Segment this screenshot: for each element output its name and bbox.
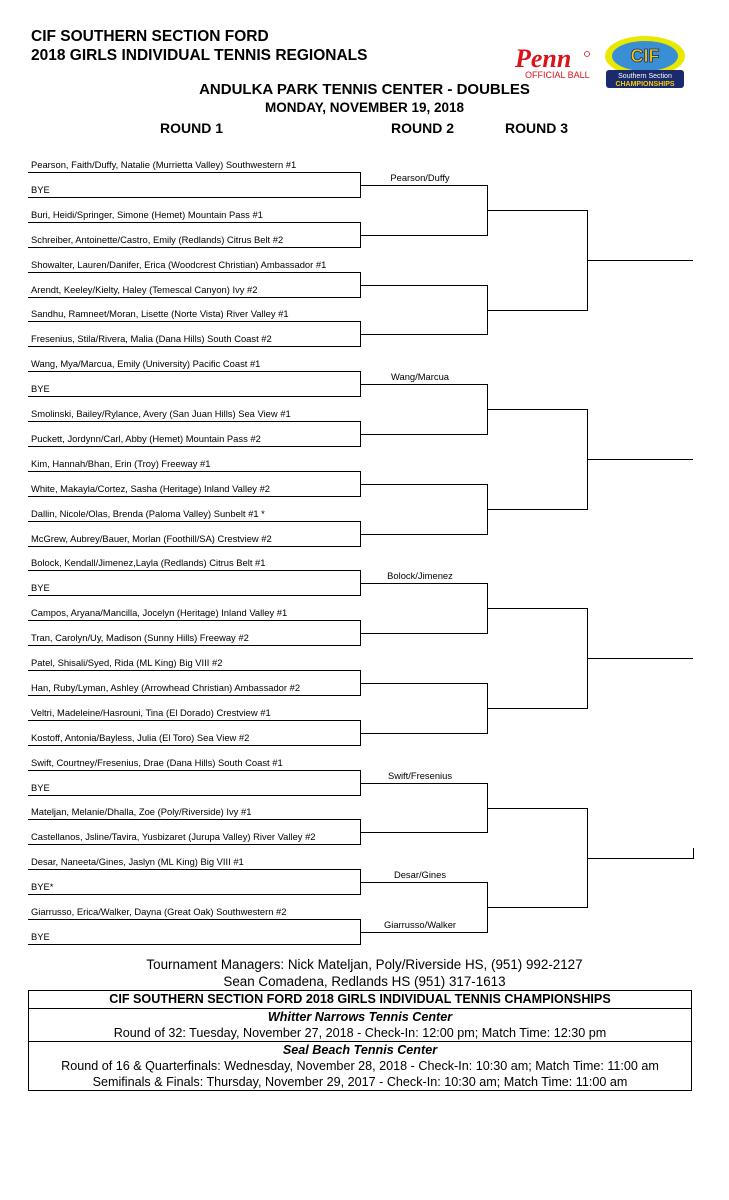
- cif-championships-logo: [600, 34, 690, 90]
- entry-line: [28, 297, 360, 298]
- entry-name: Tran, Carolyn/Uy, Madison (Sunny Hills) Freeway #2: [31, 632, 249, 643]
- round2-line: [360, 235, 487, 236]
- venue-title: ANDULKA PARK TENNIS CENTER - DOUBLES: [199, 81, 530, 98]
- entry-line: [28, 321, 360, 322]
- venue1-block: [29, 1009, 691, 1042]
- entry-line: [28, 172, 360, 173]
- entry-name: Mateljan, Melanie/Dhalla, Zoe (Poly/Riverside) Ivy #1: [31, 806, 252, 817]
- round2-line: [360, 733, 487, 734]
- round2-line: [360, 932, 487, 933]
- venue2-name: Seal Beach Tennis Center: [282, 1043, 438, 1057]
- round2-line: [360, 484, 487, 485]
- entry-line: [28, 869, 360, 870]
- round-2-header: ROUND 2: [391, 120, 455, 136]
- championships-title: CIF SOUTHERN SECTION FORD 2018 GIRLS INDIVIDUAL TENNIS CHAMPIONSHIPS: [29, 991, 691, 1009]
- round4-line: [587, 858, 693, 859]
- entry-line: [28, 521, 360, 522]
- entry-name: Kostoff, Antonia/Bayless, Julia (El Toro) Sea View #2: [31, 732, 250, 743]
- venue2-detail-1: Round of 16 & Quarterfinals: Wednesday, November 28, 2018 - Check-In: 10:30 am; Match Time: 11:00 am: [61, 1059, 659, 1073]
- entry-name: McGrew, Aubrey/Bauer, Morlan (Foothill/SA) Crestview #2: [31, 533, 272, 544]
- round-3-header: ROUND 3: [505, 120, 569, 136]
- entry-line: [28, 670, 360, 671]
- entry-name: Veltri, Madeleine/Hasrouni, Tina (El Dorado) Crestview #1: [31, 707, 271, 718]
- round4-line: [587, 658, 693, 659]
- entry-name: Kim, Hannah/Bhan, Erin (Troy) Freeway #1: [31, 458, 211, 469]
- entry-name: Dallin, Nicole/Olas, Brenda (Paloma Valley) Sunbelt #1 *: [31, 508, 265, 519]
- entry-name: Schreiber, Antoinette/Castro, Emily (Redlands) Citrus Belt #2: [31, 234, 284, 245]
- penn-logo-text: Penn: [515, 45, 572, 73]
- entry-name: White, Makayla/Cortez, Sasha (Heritage) Inland Valley #2: [31, 483, 270, 494]
- entry-name: Arendt, Keeley/Kielty, Haley (Temescal Canyon) Ivy #2: [31, 284, 258, 295]
- round2-line: [360, 185, 487, 186]
- round3-line: [487, 907, 587, 908]
- entry-line: [28, 844, 360, 845]
- round-1-header: ROUND 1: [160, 120, 224, 136]
- round3-line: [487, 708, 587, 709]
- entry-line: [28, 222, 360, 223]
- round3-line: [487, 608, 587, 609]
- round3-line: [487, 509, 587, 510]
- entry-name: Wang, Mya/Marcua, Emily (University) Pacific Coast #1: [31, 358, 261, 369]
- entry-name: Swift, Courtney/Fresenius, Drae (Dana Hills) South Coast #1: [31, 757, 283, 768]
- entry-line: [28, 346, 360, 347]
- round2-line: [360, 534, 487, 535]
- event-title: CIF SOUTHERN SECTION FORD: [31, 28, 269, 45]
- entry-line: [28, 795, 360, 796]
- entry-line: [28, 197, 360, 198]
- round3-line: [487, 310, 587, 311]
- entry-line: [28, 546, 360, 547]
- entry-line: [28, 770, 360, 771]
- entry-line: [28, 620, 360, 621]
- event-subtitle: 2018 GIRLS INDIVIDUAL TENNIS REGIONALS: [31, 47, 368, 64]
- entry-line: [28, 471, 360, 472]
- round2-winner: Pearson/Duffy: [390, 172, 450, 183]
- round2-winner: Swift/Fresenius: [387, 770, 453, 781]
- entry-line: [28, 272, 360, 273]
- entry-line: [28, 446, 360, 447]
- round2-line: [360, 683, 487, 684]
- round2-line: [360, 633, 487, 634]
- round2-line: [360, 583, 487, 584]
- entry-line: [28, 595, 360, 596]
- entry-line: [28, 247, 360, 248]
- round2-winner: Bolock/Jimenez: [387, 570, 453, 581]
- entry-line: [28, 645, 360, 646]
- round2-winner: Wang/Marcua: [390, 371, 449, 382]
- round2-line: [360, 334, 487, 335]
- entry-name: Buri, Heidi/Springer, Simone (Hemet) Mountain Pass #1: [31, 209, 263, 220]
- entry-name: Smolinski, Bailey/Rylance, Avery (San Juan Hills) Sea View #1: [31, 408, 291, 419]
- entry-line: [28, 421, 360, 422]
- round2-line: [360, 783, 487, 784]
- entry-line: [28, 745, 360, 746]
- round4-line: [587, 260, 693, 261]
- entry-name: Showalter, Lauren/Danifer, Erica (Woodcrest Christian) Ambassador #1: [31, 259, 327, 270]
- entry-line: [28, 695, 360, 696]
- round4-line: [587, 459, 693, 460]
- round2-line: [360, 434, 487, 435]
- entry-name: BYE: [31, 782, 50, 793]
- entry-name: BYE: [31, 383, 50, 394]
- entry-line: [28, 919, 360, 920]
- round3-line: [487, 210, 587, 211]
- entry-line: [28, 894, 360, 895]
- penn-logo-sub: OFFICIAL BALL: [525, 70, 590, 80]
- entry-name: Sandhu, Ramneet/Moran, Lisette (Norte Vista) River Valley #1: [31, 308, 289, 319]
- round2-line: [360, 285, 487, 286]
- venue2-detail-2: Semifinals & Finals: Thursday, November 29, 2017 - Check-In: 10:30 am; Match Time: 11:00 am: [92, 1075, 628, 1089]
- entry-name: Castellanos, Jsline/Tavira, Yusbizaret (Jurupa Valley) River Valley #2: [31, 831, 316, 842]
- entry-line: [28, 371, 360, 372]
- entry-name: Pearson, Faith/Duffy, Natalie (Murrietta Valley) Southwestern #1: [31, 159, 297, 170]
- entry-name: Fresenius, Stila/Rivera, Malia (Dana Hills) South Coast #2: [31, 333, 272, 344]
- entry-line: [28, 570, 360, 571]
- round2-winner: Giarrusso/Walker: [383, 919, 457, 930]
- entry-line: [28, 396, 360, 397]
- cif-logo-sub2: CHAMPIONSHIPS: [615, 81, 675, 88]
- venue1-detail: Round of 32: Tuesday, November 27, 2018 - Check-In: 12:00 pm; Match Time: 12:30 pm: [113, 1026, 607, 1040]
- match-connector: [693, 848, 694, 859]
- entry-name: Puckett, Jordynn/Carl, Abby (Hemet) Mountain Pass #2: [31, 433, 261, 444]
- entry-name: BYE: [31, 184, 50, 195]
- entry-name: Campos, Aryana/Mancilla, Jocelyn (Heritage) Inland Valley #1: [31, 607, 288, 618]
- entry-name: Patel, Shisali/Syed, Rida (ML King) Big VIII #2: [31, 657, 223, 668]
- round2-line: [360, 384, 487, 385]
- event-date: MONDAY, NOVEMBER 19, 2018: [264, 100, 465, 115]
- championships-box: [28, 990, 692, 1091]
- entry-name: Desar, Naneeta/Gines, Jaslyn (ML King) Big VIII #1: [31, 856, 244, 867]
- cif-logo-sub1: Southern Section: [618, 73, 672, 80]
- entry-line: [28, 720, 360, 721]
- round2-winner: Desar/Gines: [393, 869, 447, 880]
- round2-line: [360, 832, 487, 833]
- managers-line-1: Tournament Managers: Nick Mateljan, Poly/Riverside HS, (951) 992-2127: [146, 957, 583, 972]
- penn-logo: [513, 45, 591, 81]
- entry-name: Giarrusso, Erica/Walker, Dayna (Great Oak) Southwestern #2: [31, 906, 287, 917]
- entry-line: [28, 819, 360, 820]
- round3-line: [487, 808, 587, 809]
- entry-name: BYE: [31, 931, 50, 942]
- round3-line: [487, 409, 587, 410]
- entry-name: BYE: [31, 582, 50, 593]
- entry-line: [28, 496, 360, 497]
- venue1-name: Whitter Narrows Tennis Center: [267, 1010, 453, 1024]
- entry-name: Bolock, Kendall/Jimenez,Layla (Redlands) Citrus Belt #1: [31, 557, 266, 568]
- entry-line: [28, 944, 360, 945]
- entry-name: BYE*: [31, 881, 54, 892]
- venue2-block: [29, 1042, 691, 1090]
- entry-name: Han, Ruby/Lyman, Ashley (Arrowhead Christian) Ambassador #2: [31, 682, 301, 693]
- cif-logo-text: CIF: [630, 46, 660, 66]
- managers-line-2: Sean Comadena, Redlands HS (951) 317-1613: [223, 974, 506, 989]
- round2-line: [360, 882, 487, 883]
